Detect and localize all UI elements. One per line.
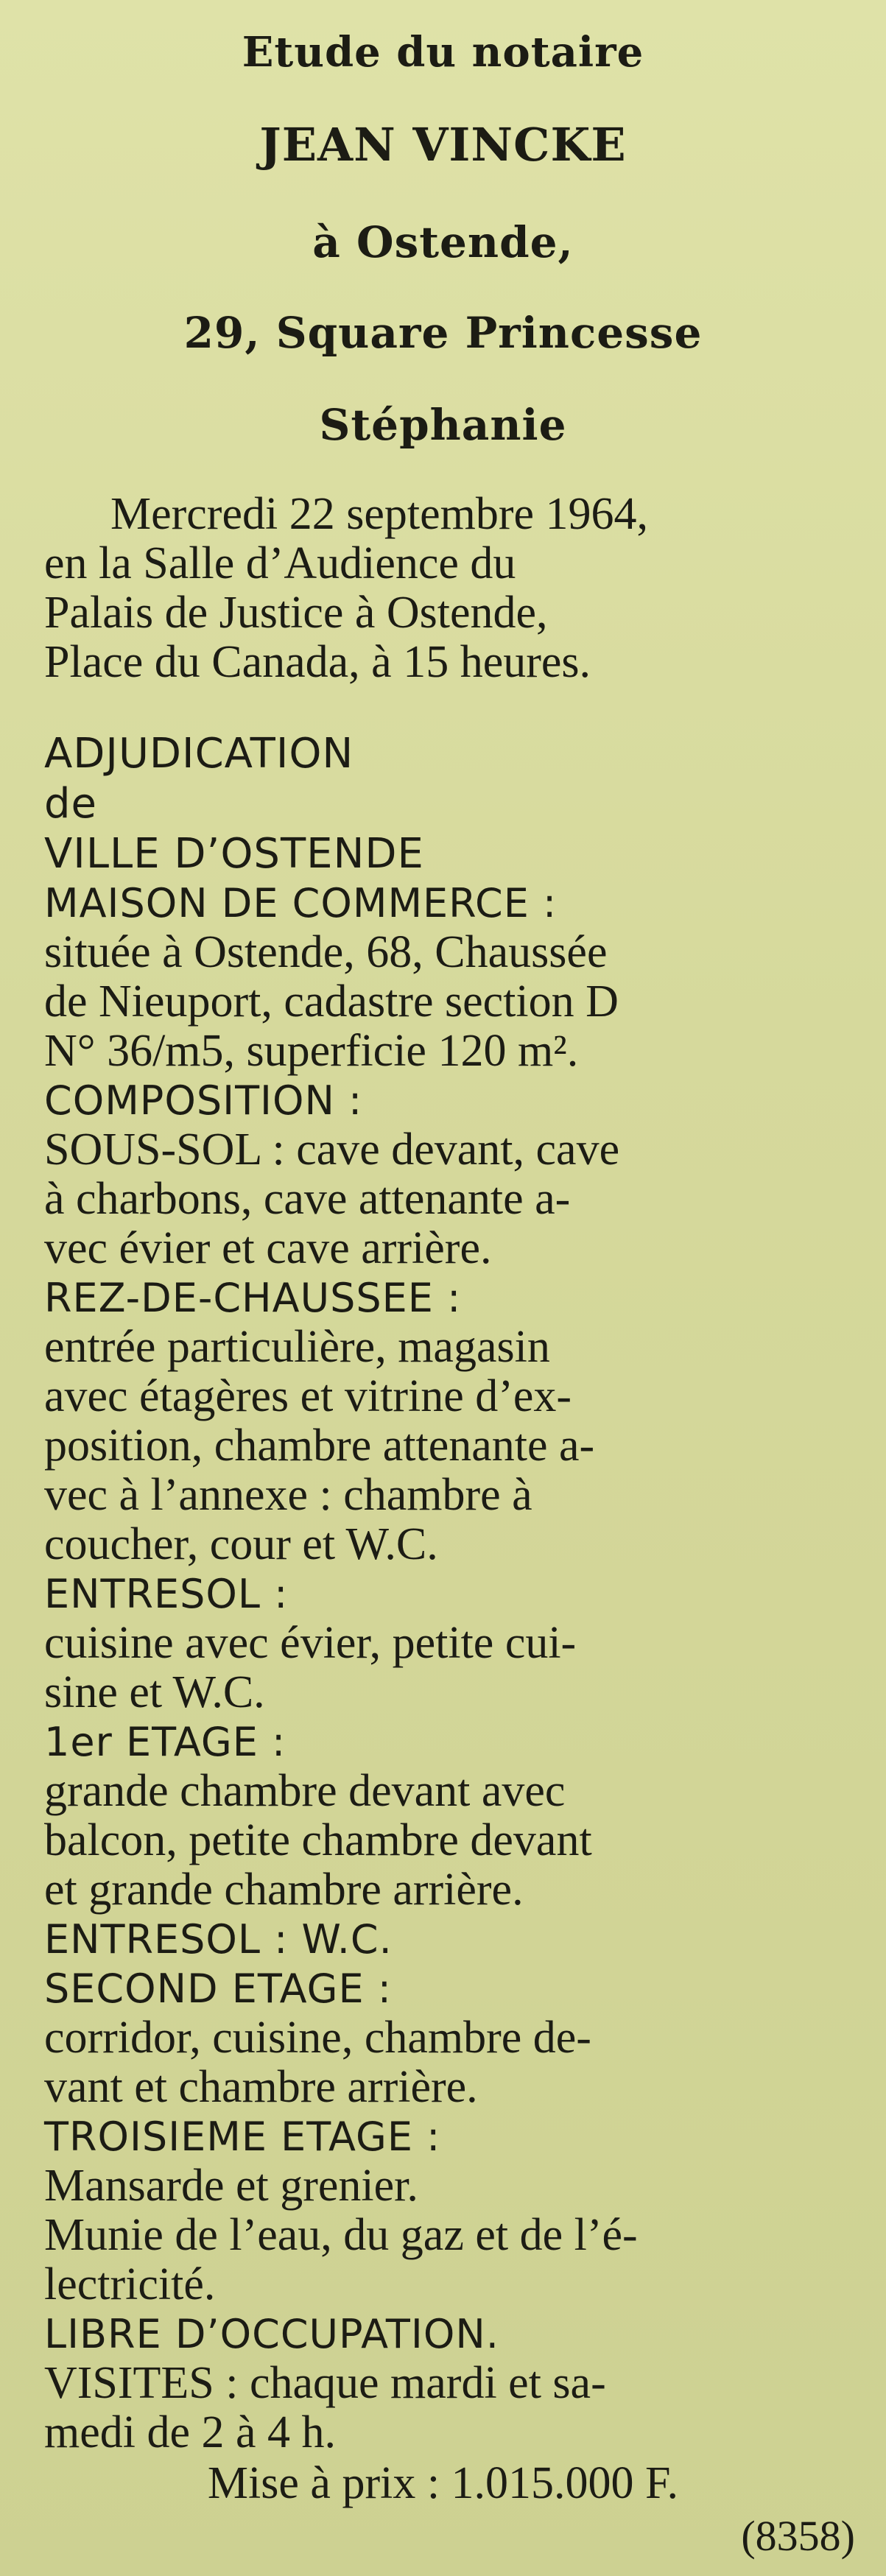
section-heading: ENTRESOL : xyxy=(44,1571,289,1617)
intro-line: Place du Canada, à 15 heures. xyxy=(44,637,591,687)
description-line: balcon, petite chambre devant xyxy=(44,1815,592,1865)
intro-line: Palais de Justice à Ostende, xyxy=(44,588,548,638)
description-line: vec évier et cave arrière. xyxy=(44,1223,492,1273)
description-line: de Nieuport, cadastre section D xyxy=(44,976,619,1027)
starting-price: Mise à prix : 1.015.000 F. xyxy=(207,2458,679,2508)
description-line: entrée particulière, magasin xyxy=(44,1322,550,1372)
description-line: N° 36/m5, superficie 120 m². xyxy=(44,1026,579,1076)
property-description xyxy=(44,879,842,2457)
intro-line: en la Salle d’Audience du xyxy=(44,538,516,588)
description-line: vant et chambre arrière. xyxy=(44,2062,478,2112)
description-line: Munie de l’eau, du gaz et de l’é- xyxy=(44,2210,638,2260)
description-line: et grande chambre arrière. xyxy=(44,1865,524,1915)
notary-office-heading: Etude du notaire xyxy=(242,28,644,77)
description-line: coucher, cour et W.C. xyxy=(44,1519,438,1569)
reference-number: (8358) xyxy=(741,2512,855,2560)
description-line: vec à l’annexe : chambre à xyxy=(44,1470,532,1520)
description-line: cuisine avec évier, petite cui- xyxy=(44,1618,577,1668)
notary-address-line1: 29, Square Princesse xyxy=(183,308,703,358)
description-line: située à Ostende, 68, Chaussée xyxy=(44,927,608,977)
notary-city: à Ostende, xyxy=(312,217,574,267)
description-line: VISITES : chaque mardi et sa- xyxy=(44,2358,606,2408)
description-line: SOUS-SOL : cave devant, cave xyxy=(44,1125,620,1175)
title-city: VILLE D’OSTENDE xyxy=(44,830,424,878)
title-adjudication: ADJUDICATION xyxy=(44,730,354,778)
description-line: grande chambre devant avec xyxy=(44,1766,566,1816)
description-line: avec étagères et vitrine d’ex- xyxy=(44,1371,572,1421)
section-heading: LIBRE D’OCCUPATION. xyxy=(44,2311,499,2357)
description-line: corridor, cuisine, chambre de- xyxy=(44,2013,591,2063)
section-heading: 1er ETAGE : xyxy=(44,1719,286,1765)
section-heading: TROISIEME ETAGE : xyxy=(44,2114,441,2160)
notary-name: JEAN VINCKE xyxy=(259,118,627,172)
title-de: de xyxy=(44,780,97,828)
description-line: medi de 2 à 4 h. xyxy=(44,2407,337,2457)
section-heading: REZ-DE-CHAUSSEE : xyxy=(44,1275,462,1321)
section-heading: SECOND ETAGE : xyxy=(44,1966,392,2012)
auction-intro xyxy=(44,490,842,687)
section-heading: ENTRESOL : W.C. xyxy=(44,1916,393,1963)
description-line: sine et W.C. xyxy=(44,1667,265,1717)
description-line: position, chambre attenante a- xyxy=(44,1421,595,1471)
description-line: à charbons, cave attenante a- xyxy=(44,1174,571,1224)
description-line: Mansarde et grenier. xyxy=(44,2161,418,2211)
section-heading: MAISON DE COMMERCE : xyxy=(44,880,558,926)
auction-title xyxy=(44,729,842,879)
description-line: lectricité. xyxy=(44,2259,216,2309)
section-heading: COMPOSITION : xyxy=(44,1077,363,1124)
intro-line: Mercredi 22 septembre 1964, xyxy=(110,489,648,539)
notary-address-line2: Stéphanie xyxy=(319,400,567,450)
